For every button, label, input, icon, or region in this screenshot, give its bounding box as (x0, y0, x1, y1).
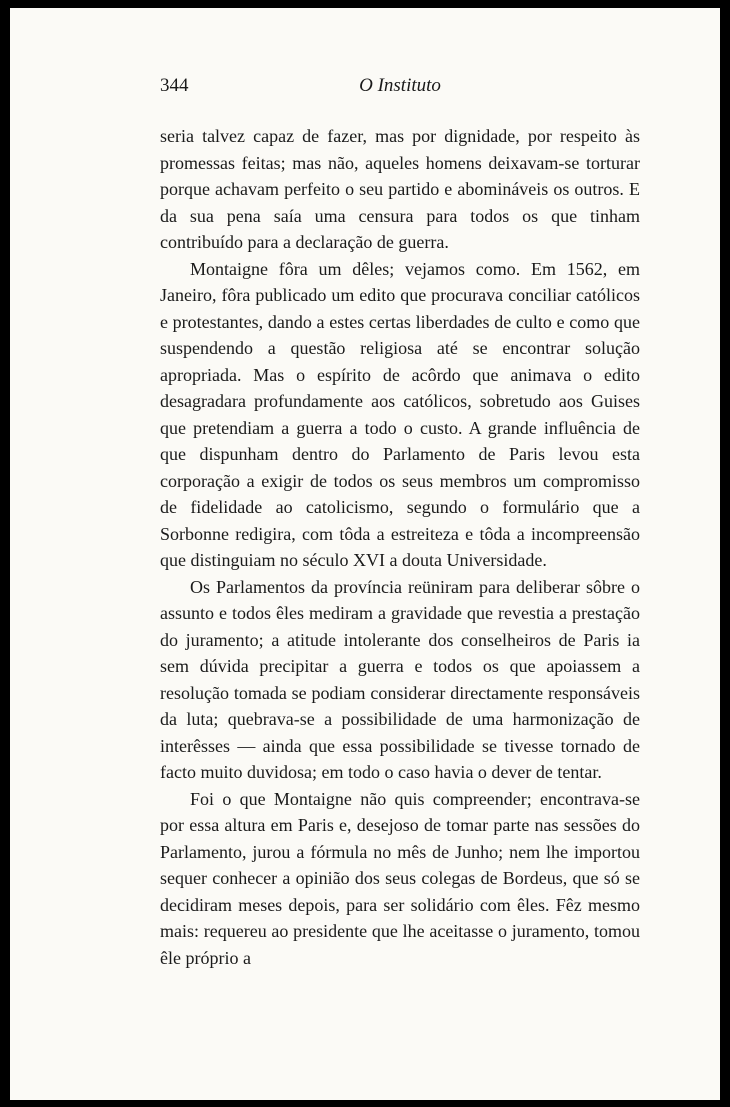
book-page (10, 8, 720, 1100)
paragraph-4: Foi o que Montaigne não quis compreender; encontrava-se por essa altura em Paris e, desejoso de tomar parte nas sessões do Parlamento, jurou a fórmula no mês de Junho; nem lhe importou sequer conhecer a opinião dos seus colegas de Bordeus, que só se decidiram meses depois, para ser solidário com êles. Fêz mesmo mais: requereu ao presidente que lhe aceitasse o juramento, tomou êle próprio a (160, 788, 640, 968)
paragraph-1: seria talvez capaz de fazer, mas por dignidade, por respeito às promessas feitas; mas não, aqueles homens deixavam-se torturar porque achavam perfeito o seu partido e abomináveis os outros. E da sua pena saía uma censura para todos os que tinham contribuído para a declaração de guerra. (160, 126, 640, 252)
paragraph-3: Os Parlamentos da província reüniram para deliberar sôbre o assunto e todos êles mediram a gravidade que revestia a prestação do juramento; a atitude intolerante dos conselheiros de Paris ia sem dúvida precipitar a guerra e todos os que apoiassem a resolução tomada se podiam considerar directamente responsáveis da luta; quebrava-se a possibilidade de uma harmonização de interêsses — ainda que essa possibilidade se tivesse tornado de facto muito duvidosa; em todo o caso havia o dever de tentar. (160, 576, 640, 782)
body-text (160, 123, 640, 971)
running-head: O Instituto (359, 75, 441, 96)
paragraph-2: Montaigne fôra um dêles; vejamos como. Em 1562, em Janeiro, fôra publicado um edito que procurava conciliar católicos e protestantes, dando a estes certas liberdades de culto e como que suspendendo a questão religiosa até se encontrar solução apropriada. Mas o espírito de acôrdo que animava o edito desagradara profundamente aos católicos, sobretudo aos Guises que pretendiam a guerra a todo o custo. A grande influência de que dispunham dentro do Parlamento de Paris levou esta corporação a exigir de todos os seus membros um compromisso de fidelidade ao catolicismo, segundo o formulário que a Sorbonne redigira, com tôda a estreiteza e tôda a incompreensão que distinguiam no século XVI a douta Universidade. (160, 258, 640, 570)
page-header (160, 75, 640, 105)
page-number: 344 (160, 75, 189, 96)
